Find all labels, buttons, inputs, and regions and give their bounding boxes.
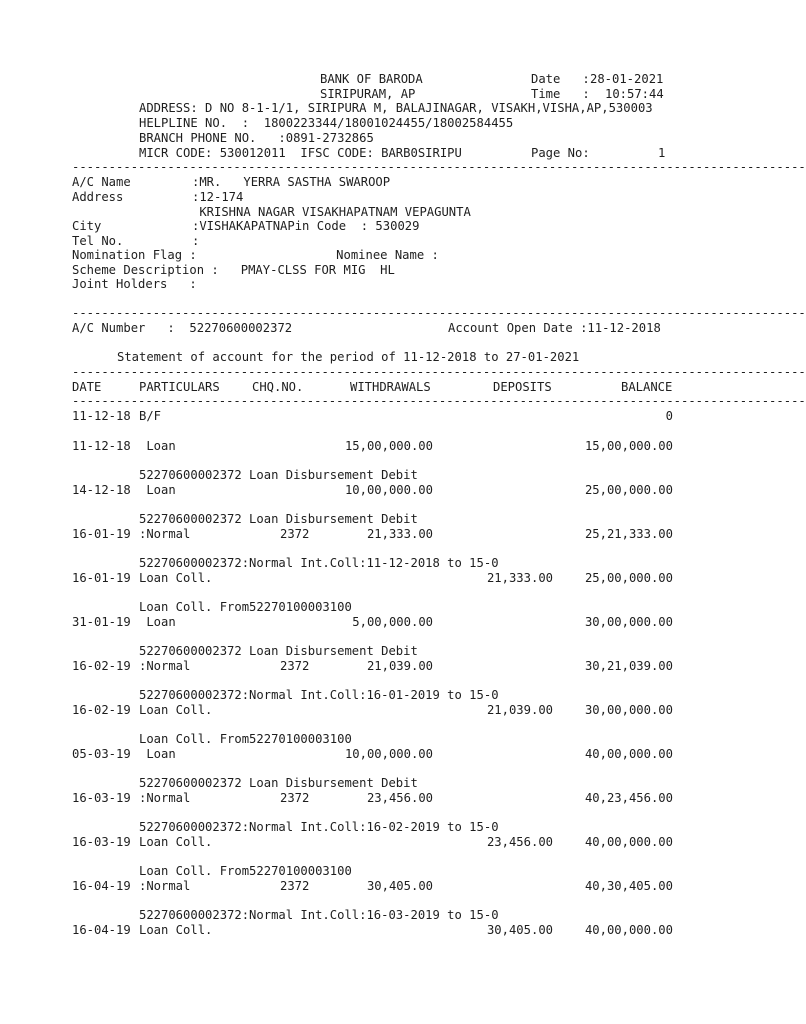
txn-balance: 25,00,000.00: [584, 571, 673, 585]
txn-narration: 52270600002372 Loan Disbursement Debit: [139, 512, 418, 526]
col-particulars: PARTICULARS: [139, 380, 220, 394]
txn-narration: Loan Coll. From52270100003100: [139, 864, 352, 878]
txn-narration: 52270600002372:Normal Int.Coll:11-12-2018 to 15-0: [139, 556, 499, 570]
txn-deposit: 23,456.00: [486, 835, 553, 849]
bank-name: BANK OF BARODA: [320, 72, 423, 86]
statement-period: Statement of account for the period of 11-12-2018 to 27-01-2021: [117, 350, 580, 364]
txn-deposit: 21,333.00: [486, 571, 553, 585]
city-value: :VISHAKAPATNAPin Code : 530029: [192, 219, 420, 233]
txn-narration: 52270600002372 Loan Disbursement Debit: [139, 776, 418, 790]
txn-date: 16-03-19: [72, 835, 131, 849]
tel-value: :: [192, 234, 200, 248]
txn-particulars: Loan Coll.: [139, 703, 213, 717]
txn-particulars: Loan: [139, 483, 176, 497]
txn-balance: 15,00,000.00: [584, 439, 673, 453]
bf-label: B/F: [139, 409, 162, 423]
txn-withdrawal: 21,333.00: [366, 527, 433, 541]
txn-date: 16-02-19: [72, 703, 131, 717]
txn-date: 16-01-19: [72, 571, 131, 585]
txn-withdrawal: 10,00,000.00: [344, 747, 433, 761]
txn-balance: 40,00,000.00: [584, 923, 673, 937]
txn-particulars: :Normal: [139, 527, 191, 541]
txn-withdrawal: 23,456.00: [366, 791, 433, 805]
txn-withdrawal: 5,00,000.00: [352, 615, 433, 629]
txn-date: 11-12-18: [72, 439, 131, 453]
separator: ----------------------------------------------------------------------------------------------------: [72, 394, 806, 408]
tel-label: Tel No.: [72, 234, 124, 248]
txn-particulars: Loan: [139, 615, 176, 629]
bf-date: 11-12-18: [72, 409, 131, 423]
txn-balance: 25,21,333.00: [584, 527, 673, 541]
txn-balance: 30,21,039.00: [584, 659, 673, 673]
separator: ----------------------------------------------------------------------------------------------------: [72, 365, 806, 379]
txn-deposit: 30,405.00: [486, 923, 553, 937]
col-withdrawals: WITHDRAWALS: [350, 380, 431, 394]
txn-withdrawal: 21,039.00: [366, 659, 433, 673]
txn-withdrawal: 30,405.00: [366, 879, 433, 893]
txn-particulars: Loan: [139, 439, 176, 453]
scheme-line: Scheme Description : PMAY-CLSS FOR MIG HL: [72, 263, 395, 277]
bf-balance: 0: [665, 409, 673, 423]
joint-holders-line: Joint Holders :: [72, 277, 197, 291]
account-open-date: Account Open Date :11-12-2018: [448, 321, 661, 335]
address-value-2: KRISHNA NAGAR VISAKHAPATNAM VEPAGUNTA: [192, 205, 471, 219]
nomination-line: Nomination Flag : Nominee Name :: [72, 248, 439, 262]
txn-date: 16-03-19: [72, 791, 131, 805]
separator: ----------------------------------------------------------------------------------------------------: [72, 160, 806, 174]
txn-balance: 40,00,000.00: [584, 835, 673, 849]
txn-withdrawal: 10,00,000.00: [344, 483, 433, 497]
txn-date: 16-04-19: [72, 879, 131, 893]
city-label: City: [72, 219, 102, 233]
txn-narration: 52270600002372:Normal Int.Coll:16-03-2019 to 15-0: [139, 908, 499, 922]
time-label: Time :: [531, 87, 590, 101]
col-balance: BALANCE: [621, 380, 673, 394]
address-label: Address: [72, 190, 124, 204]
ac-name-label: A/C Name: [72, 175, 131, 189]
micr-ifsc: MICR CODE: 530012011 IFSC CODE: BARB0SIRIPU: [139, 146, 462, 160]
txn-narration: 52270600002372:Normal Int.Coll:16-01-2019 to 15-0: [139, 688, 499, 702]
txn-particulars: :Normal: [139, 879, 191, 893]
txn-withdrawal: 15,00,000.00: [344, 439, 433, 453]
branch-phone: BRANCH PHONE NO. :0891-2732865: [139, 131, 374, 145]
page-number: 1: [658, 146, 666, 160]
txn-chq: 2372: [280, 659, 310, 673]
col-deposits: DEPOSITS: [493, 380, 552, 394]
txn-balance: 40,00,000.00: [584, 747, 673, 761]
txn-balance: 40,30,405.00: [584, 879, 673, 893]
txn-narration: 52270600002372:Normal Int.Coll:16-02-2019 to 15-0: [139, 820, 499, 834]
date-label: Date :: [531, 72, 590, 86]
txn-narration: Loan Coll. From52270100003100: [139, 600, 352, 614]
txn-chq: 2372: [280, 527, 310, 541]
txn-balance: 25,00,000.00: [584, 483, 673, 497]
txn-balance: 40,23,456.00: [584, 791, 673, 805]
txn-particulars: Loan Coll.: [139, 923, 213, 937]
txn-narration: 52270600002372 Loan Disbursement Debit: [139, 468, 418, 482]
txn-date: 31-01-19: [72, 615, 131, 629]
txn-date: 05-03-19: [72, 747, 131, 761]
txn-chq: 2372: [280, 879, 310, 893]
branch-name: SIRIPURAM, AP: [320, 87, 416, 101]
txn-date: 16-02-19: [72, 659, 131, 673]
txn-particulars: Loan Coll.: [139, 835, 213, 849]
txn-date: 16-04-19: [72, 923, 131, 937]
col-date: DATE: [72, 380, 102, 394]
address-value-1: :12-174: [192, 190, 244, 204]
txn-particulars: :Normal: [139, 659, 191, 673]
txn-balance: 30,00,000.00: [584, 703, 673, 717]
txn-deposit: 21,039.00: [486, 703, 553, 717]
account-number: A/C Number : 52270600002372: [72, 321, 293, 335]
txn-narration: 52270600002372 Loan Disbursement Debit: [139, 644, 418, 658]
statement-date: 28-01-2021: [590, 72, 664, 86]
statement-time: 10:57:44: [605, 87, 664, 101]
branch-address: ADDRESS: D NO 8-1-1/1, SIRIPURA M, BALAJINAGAR, VISAKH,VISHA,AP,530003: [139, 101, 653, 115]
txn-date: 14-12-18: [72, 483, 131, 497]
ac-name-value: :MR. YERRA SASTHA SWAROOP: [192, 175, 391, 189]
helpline: HELPLINE NO. : 1800223344/18001024455/18002584455: [139, 116, 514, 130]
txn-particulars: :Normal: [139, 791, 191, 805]
separator: ----------------------------------------------------------------------------------------------------: [72, 306, 806, 320]
txn-date: 16-01-19: [72, 527, 131, 541]
page-label: Page No:: [531, 146, 590, 160]
txn-particulars: Loan Coll.: [139, 571, 213, 585]
txn-narration: Loan Coll. From52270100003100: [139, 732, 352, 746]
txn-chq: 2372: [280, 791, 310, 805]
col-chq: CHQ.NO.: [252, 380, 304, 394]
txn-particulars: Loan: [139, 747, 176, 761]
txn-balance: 30,00,000.00: [584, 615, 673, 629]
